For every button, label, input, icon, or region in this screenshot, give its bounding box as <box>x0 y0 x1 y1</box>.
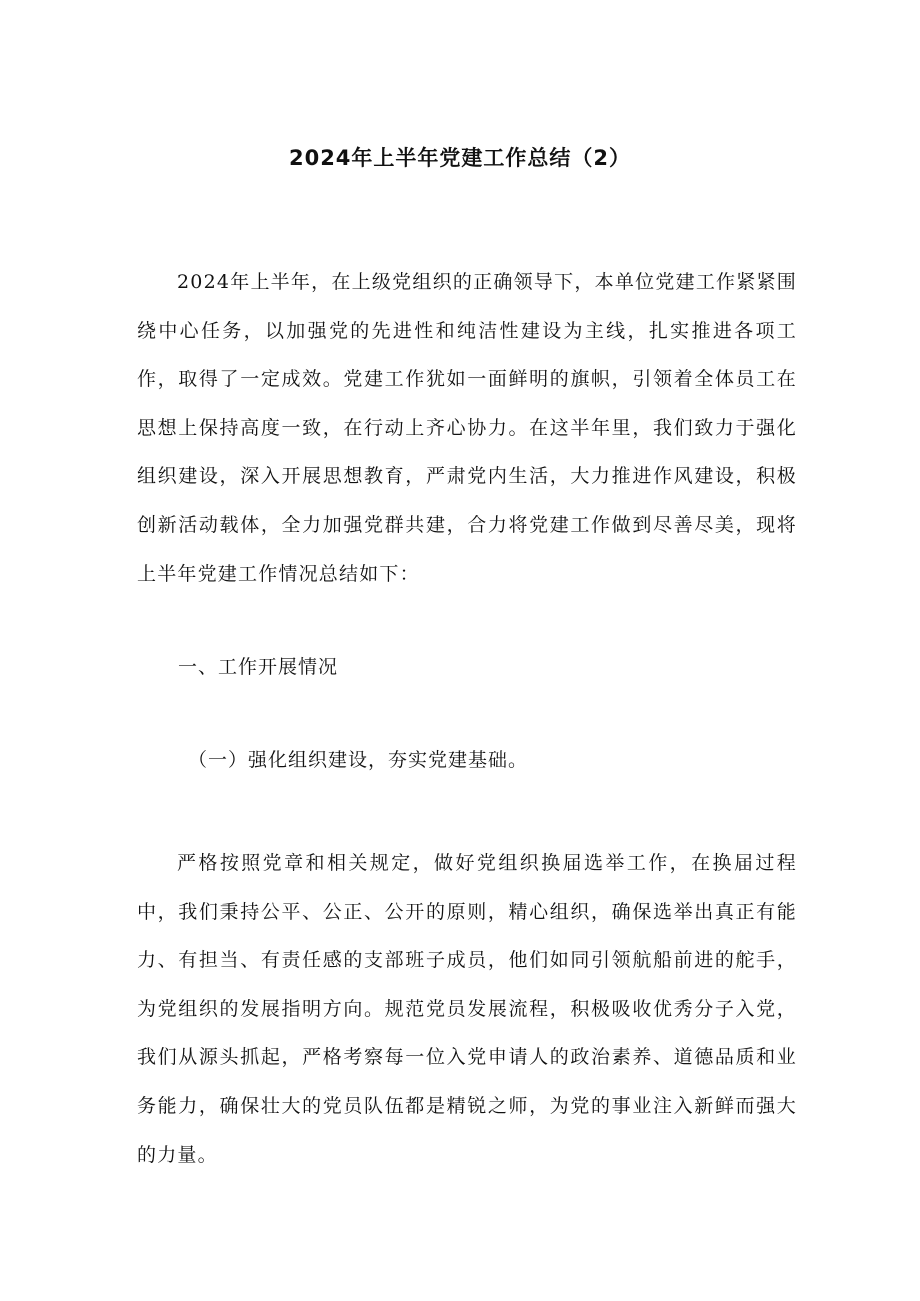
document-title: 2024年上半年党建工作总结（2） <box>288 146 632 170</box>
body-paragraph: 严格按照党章和相关规定，做好党组织换届选举工作，在换届过程中，我们秉持公平、公正、公开的原则，精心组织，确保选举出真正有能力、有担当、有责任感的支部班子成员，他们如同引领航船前进的舵手，为党组织的发展指明方向。规范党员发展流程，积极吸收优秀分子入党，我们从源头抓起，严格考察每一位入党申请人的政治素养、道德品质和业务能力，确保壮大的党员队伍都是精锐之师，为党的事业注入新鲜而强大的力量。 <box>137 852 797 1166</box>
subsection-heading: （一）强化组织建设，夯实党建基础。 <box>188 749 529 771</box>
section-heading: 一、工作开展情况 <box>178 656 339 678</box>
intro-paragraph: 2024年上半年，在上级党组织的正确领导下，本单位党建工作紧紧围绕中心任务，以加强党的先进性和纯洁性建设为主线，扎实推进各项工作，取得了一定成效。党建工作犹如一面鲜明的旗帜，引领着全体员工在思想上保持高度一致，在行动上齐心协力。在这半年里，我们致力于强化组织建设，深入开展思想教育，严肃党内生活，大力推进作风建设，积极创新活动载体，全力加强党群共建，合力将党建工作做到尽善尽美，现将上半年党建工作情况总结如下： <box>137 271 797 585</box>
